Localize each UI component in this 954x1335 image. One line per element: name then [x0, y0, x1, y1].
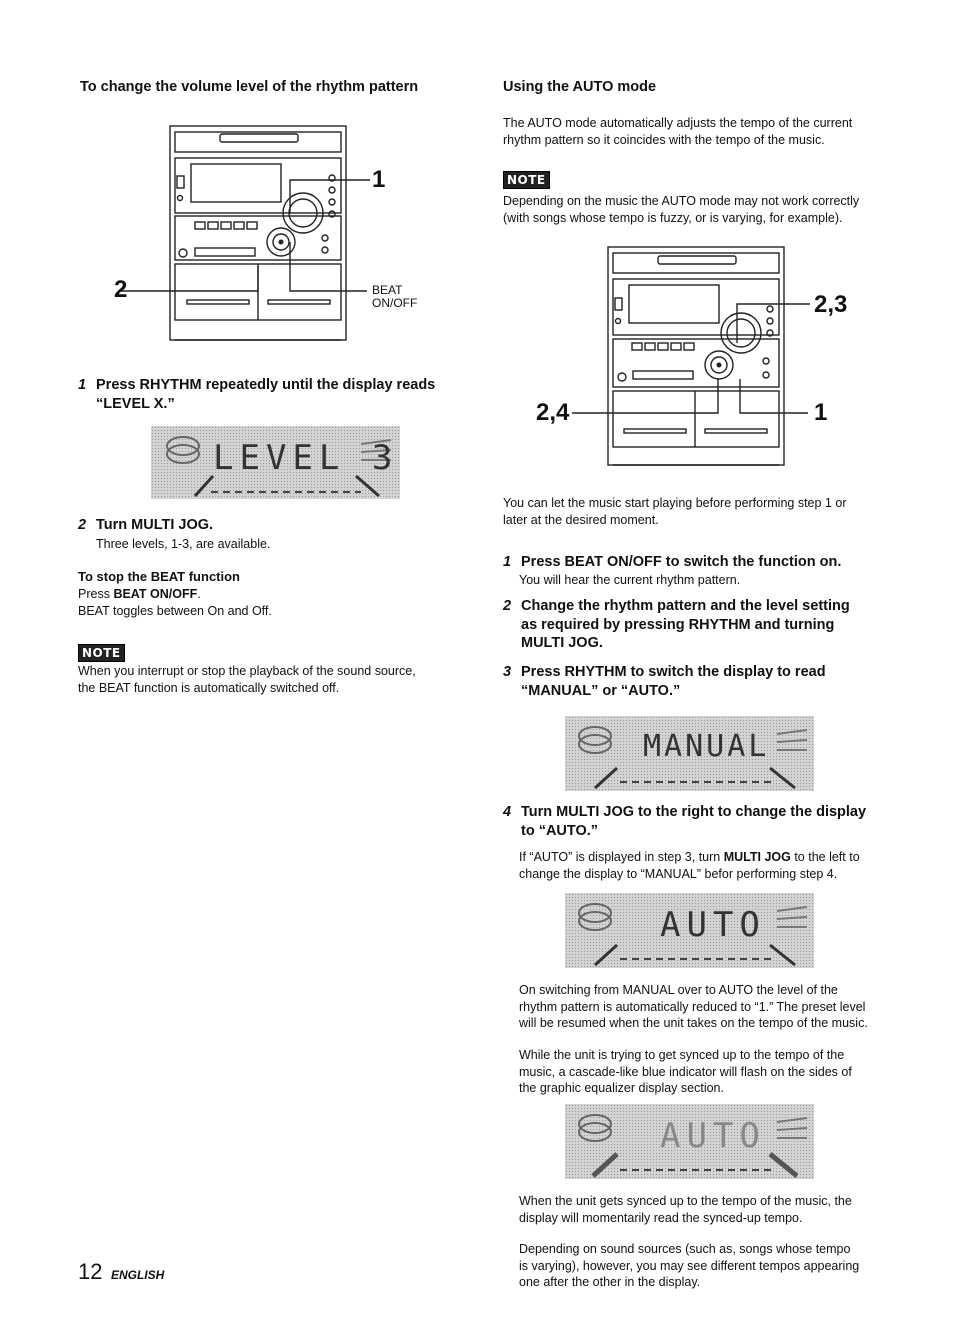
right-step-4: 4 Turn MULTI JOG to the right to change the display to “AUTO.”: [503, 804, 867, 839]
stop-beat-heading: To stop the BEAT function: [78, 569, 240, 584]
stop-beat-desc: BEAT toggles between On and Off.: [78, 604, 272, 618]
right-step-1: 1 Press BEAT ON/OFF to switch the function on.: [503, 554, 842, 570]
section-heading-auto: Using the AUTO mode: [503, 79, 657, 95]
stop-beat-press: Press BEAT ON/OFF.: [78, 587, 201, 601]
note-badge-right: NOTE: [503, 171, 550, 189]
left-step-2-desc: Three levels, 1-3, are available.: [96, 537, 271, 551]
note-text-right: Depending on the music the AUTO mode may not work correctly (with songs whose tempo is fuzzy, or is varying, for example).: [503, 194, 860, 225]
callout-24: 2,4: [536, 399, 570, 426]
left-step-1: 1 Press RHYTHM repeatedly until the display reads “LEVEL X.”: [78, 377, 436, 412]
pre-steps-text: You can let the music start playing before performing step 1 or later at the desired moment.: [503, 496, 847, 527]
right-step-3: 3 Press RHYTHM to switch the display to read “MANUAL” or “AUTO.”: [503, 664, 826, 699]
note-badge-left: NOTE: [78, 644, 125, 662]
right-step-4-desc: If “AUTO” is displayed in step 3, turn MULTI JOG to the left to change the display to “MANUAL” befor performing step 4.: [519, 850, 860, 881]
note-text-left: When you interrupt or stop the playback of the sound source, the BEAT function is automatically switched off.: [78, 664, 416, 695]
callout-1-left: 1: [372, 166, 386, 193]
lcd-display-level: LEVEL 3: [151, 426, 400, 499]
callout-2-left: 2: [114, 276, 128, 303]
page-footer: [78, 1259, 164, 1285]
left-step-2: 2 Turn MULTI JOG.: [78, 517, 214, 533]
auto-intro: The AUTO mode automatically adjusts the tempo of the current rhythm pattern so it coincides with the tempo of the music.: [503, 116, 853, 147]
callout-1-right: 1: [814, 399, 828, 426]
para-switching: On switching from MANUAL over to AUTO the level of the rhythm pattern is automatically reduced to “1.” The preset level will be resumed when the unit takes on the tempo of the music.: [519, 983, 868, 1030]
lcd-display-manual: MANUAL: [565, 716, 814, 791]
right-step-1-desc: You will hear the current rhythm pattern.: [519, 573, 741, 587]
beat-label: BEAT ON/OFF: [372, 283, 418, 310]
callout-23: 2,3: [814, 291, 848, 318]
stereo-diagram-left: [105, 118, 445, 348]
para-varying: Depending on sound sources (such as, songs whose tempo is varying), however, you may see different tempos appearing one after the other in the display.: [519, 1242, 860, 1289]
page-number: 12: [78, 1259, 103, 1284]
page-language: ENGLISH: [110, 1268, 165, 1282]
lcd-display-auto-2: AUTO: [565, 1104, 814, 1179]
stereo-diagram-right: [560, 243, 860, 471]
para-synced: When the unit gets synced up to the tempo of the music, the display will momentarily read the synced-up tempo.: [519, 1194, 852, 1225]
right-step-2: 2 Change the rhythm pattern and the level setting as required by pressing RHYTHM and turning MULTI JOG.: [503, 598, 850, 651]
section-heading-volume: To change the volume level of the rhythm pattern: [80, 79, 419, 95]
lcd-display-auto-1: AUTO: [565, 893, 814, 968]
para-syncing: While the unit is trying to get synced up to the tempo of the music, a cascade-like blue indicator will flash on the sides of the graphic equalizer display section.: [519, 1048, 852, 1095]
